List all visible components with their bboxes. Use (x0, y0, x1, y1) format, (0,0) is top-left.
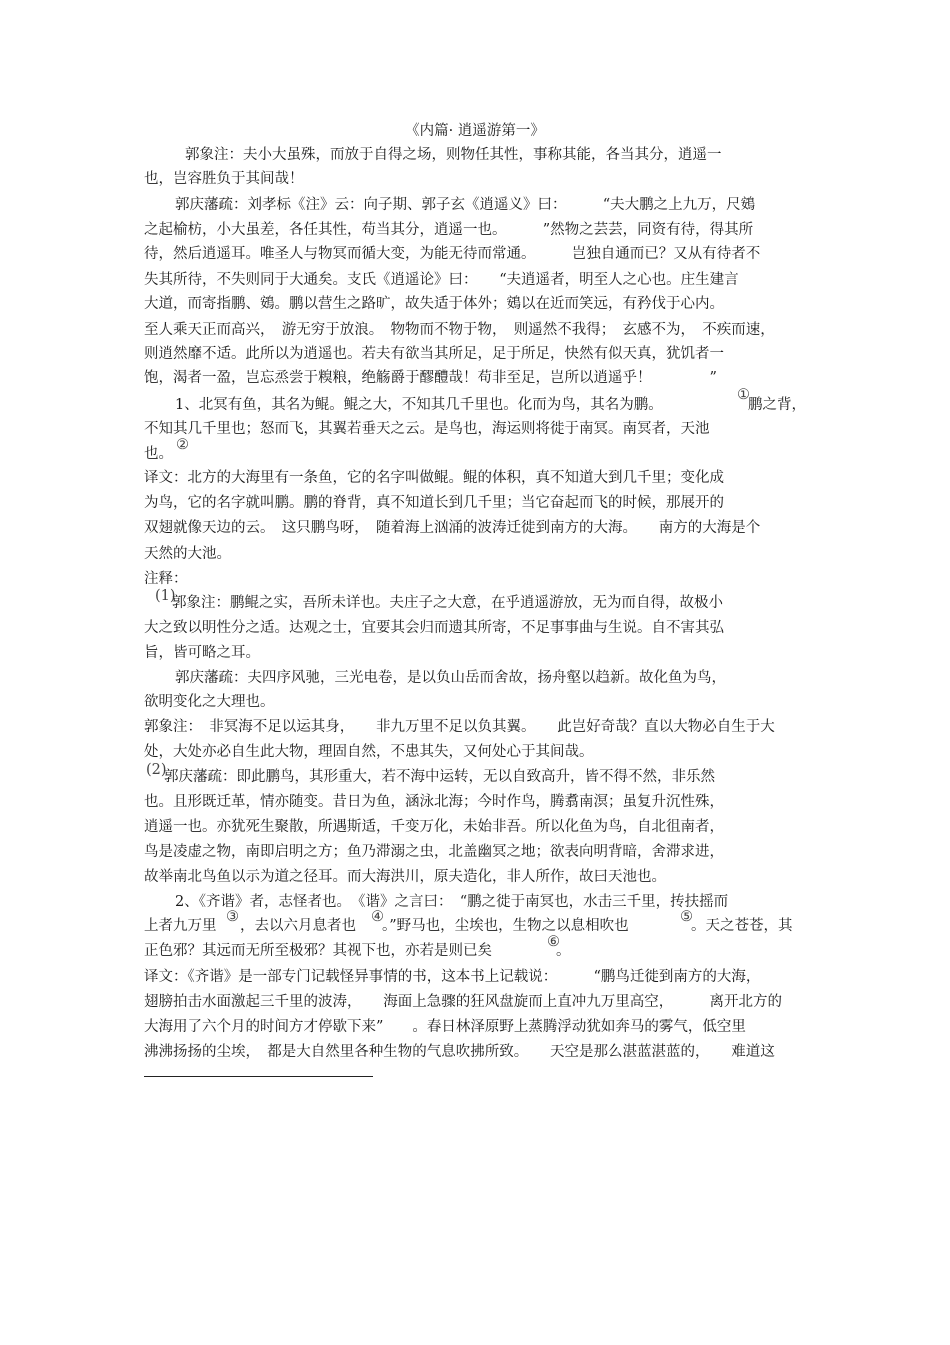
text-line: 旨，皆可略之耳。 (144, 645, 260, 661)
text-line: 为鸟，它的名字就叫鹏。鹏的脊背，真不知道长到几千里；当它奋起而飞的时候，那展开的 (144, 495, 724, 511)
text-line: 沸沸扬扬的尘埃， 都是大自然里各种生物的气息吹拂所致。 天空是那么湛蓝湛蓝的， 难道这 (144, 1044, 775, 1060)
text-line: 译文：《齐谐》是一部专门记载怪异事情的书，这本书上记载说： “鹏鸟迁徙到南方的大海， (144, 969, 761, 985)
text-line: 翅膀拍击水面激起三千里的波涛， 海面上急骤的狂风盘旋而上直冲九万里高空， 离开北方的 (144, 994, 782, 1010)
text-line: 也，岂容胜负于其间哉！ (144, 171, 304, 187)
text-line: 饱，渴者一盈，岂忘烝尝于糗粮，绝觞爵于醪醴哉！苟非至足，岂所以逍遥乎！ ” (144, 370, 717, 386)
text-line: 之起榆枋，小大虽差，各任其性，苟当其分，逍遥一也。 ”然物之芸芸，同资有待，得其所 (144, 222, 754, 238)
text-line: 郭象注： 非冥海不足以运其身， 非九万里不足以负其翼。 此岂好奇哉？直以大物必自生于大 (144, 719, 775, 735)
text-line: 故举南北鸟鱼以示为道之径耳。而大海洪川，原夫造化，非人所作，故曰天池也。 (144, 869, 666, 885)
text-line: 郭象注：鹏鲲之实，吾所未详也。夫庄子之大意，在乎逍遥游放，无为而自得，故极小 (172, 595, 723, 611)
document-title: 《内篇· 逍遥游第一》 (405, 123, 545, 139)
text-line: ，去以六月息者也 (240, 918, 356, 934)
footnote-marker: ③ (226, 909, 239, 925)
text-line: 郭庆藩疏：刘孝标《注》云：向子期、郭子玄《逍遥义》曰： “夫大鹏之上九万，尺鴳 (175, 197, 756, 213)
notes-heading: 注释： (144, 571, 188, 587)
text-line: 双翅就像天边的云。 这只鹏鸟呀， 随着海上汹涌的波涛迁徙到南方的大海。 南方的大海是个 (144, 520, 761, 536)
text-line: 译文：北方的大海里有一条鱼，它的名字叫做鲲。鲲的体积，真不知道大到几千里；变化成 (144, 470, 724, 486)
footnote-marker: (2) (146, 762, 167, 778)
text-line: 。”野马也，尘埃也，生物之以息相吹也 (382, 918, 629, 934)
text-line: 则逍然靡不适。此所以为逍遥也。若夫有欲当其所足，足于所足，快然有似天真，犹饥者一 (144, 346, 724, 362)
footnote-marker: ④ (371, 909, 384, 925)
text-line: 上者九万里 (144, 918, 217, 934)
text-line: 。天之苍苍，其 (691, 918, 793, 934)
text-line: 大道，而寄指鹏、鴳。鹏以营生之路旷，故失适于体外；鴳以在近而笑远，有矜伐于心内。 (144, 296, 724, 312)
text-line: 也。且形既迁革，情亦随变。昔日为鱼，涵泳北海；今时作鸟，腾翥南溟；虽复升沉性殊， (144, 794, 724, 810)
text-line: 失其所待，不失则同于大通矣。支氏《逍遥论》曰： “夫逍遥者，明至人之心也。庄生建言 (144, 272, 739, 288)
text-line: 也。 (144, 446, 173, 462)
text-line: 郭象注：夫小大虽殊，而放于自得之场，则物任其性，事称其能，各当其分，逍遥一 (185, 147, 722, 163)
footnote-marker: ① (737, 387, 750, 403)
text-line: 鸟是凌虚之物，南即启明之方；鱼乃滞溺之虫，北盖幽冥之地；欲表向明背暗，舍滞求进， (144, 844, 724, 860)
footnote-marker: ② (176, 437, 189, 453)
text-line: 1、北冥有鱼，其名为鲲。鲲之大，不知其几千里也。化而为鸟，其名为鹏。 (175, 397, 663, 413)
text-line: 不知其几千里也；怒而飞，其翼若垂天之云。是鸟也，海运则将徙于南冥。南冥者，天池 (144, 421, 710, 437)
text-line: 。 (556, 943, 571, 959)
text-line: 大海用了六个月的时间方才停歇下来” 。春日林泽原野上蒸腾浮动犹如奔马的雾气，低空里 (144, 1019, 746, 1035)
footnote-marker: ⑤ (680, 909, 693, 925)
text-line: 至人乘天正而高兴， 游无穷于放浪。 物物而不物于物， 则遥然不我得； 玄感不为， 不疾而速， (144, 322, 775, 338)
text-line: 郭庆藩疏：即此鹏鸟，其形重大，若不海中运转，无以自致高升，皆不得不然，非乐然 (164, 769, 715, 785)
footnote-marker: (1) (155, 588, 176, 604)
footnote-marker: ⑥ (547, 934, 560, 950)
text-line: 郭庆藩疏：夫四序风驰，三光电卷，是以负山岳而舍故，扬舟壑以趋新。故化鱼为鸟， (175, 670, 726, 686)
text-line: 逍遥一也。亦犹死生聚散，所遇斯适，千变万化，未始非吾。所以化鱼为鸟，自北徂南者， (144, 819, 724, 835)
text-line: 天然的大池。 (144, 546, 231, 562)
text-line: 2、《齐谐》者，志怪者也。 《谐》之言曰： “鹏之徙于南冥也，水击三千里，抟扶摇而 (175, 894, 729, 910)
text-line: 待，然后逍遥耳。唯圣人与物冥而循大变，为能无待而常通。 岂独自通而已？又从有待者不 (144, 246, 761, 262)
footnote-divider (144, 1076, 373, 1077)
text-line: 鹏之背， (748, 397, 806, 413)
text-line: 正色邪？其远而无所至极邪？其视下也，亦若是则已矣 (144, 943, 492, 959)
text-line: 处，大处亦必自生此大物，理固自然，不患其失，又何处心于其间哉。 (144, 744, 594, 760)
text-line: 大之致以明性分之适。达观之士，宜要其会归而遗其所寄，不足事事曲与生说。自不害其弘 (144, 620, 724, 636)
text-line: 欲明变化之大理也。 (144, 694, 275, 710)
